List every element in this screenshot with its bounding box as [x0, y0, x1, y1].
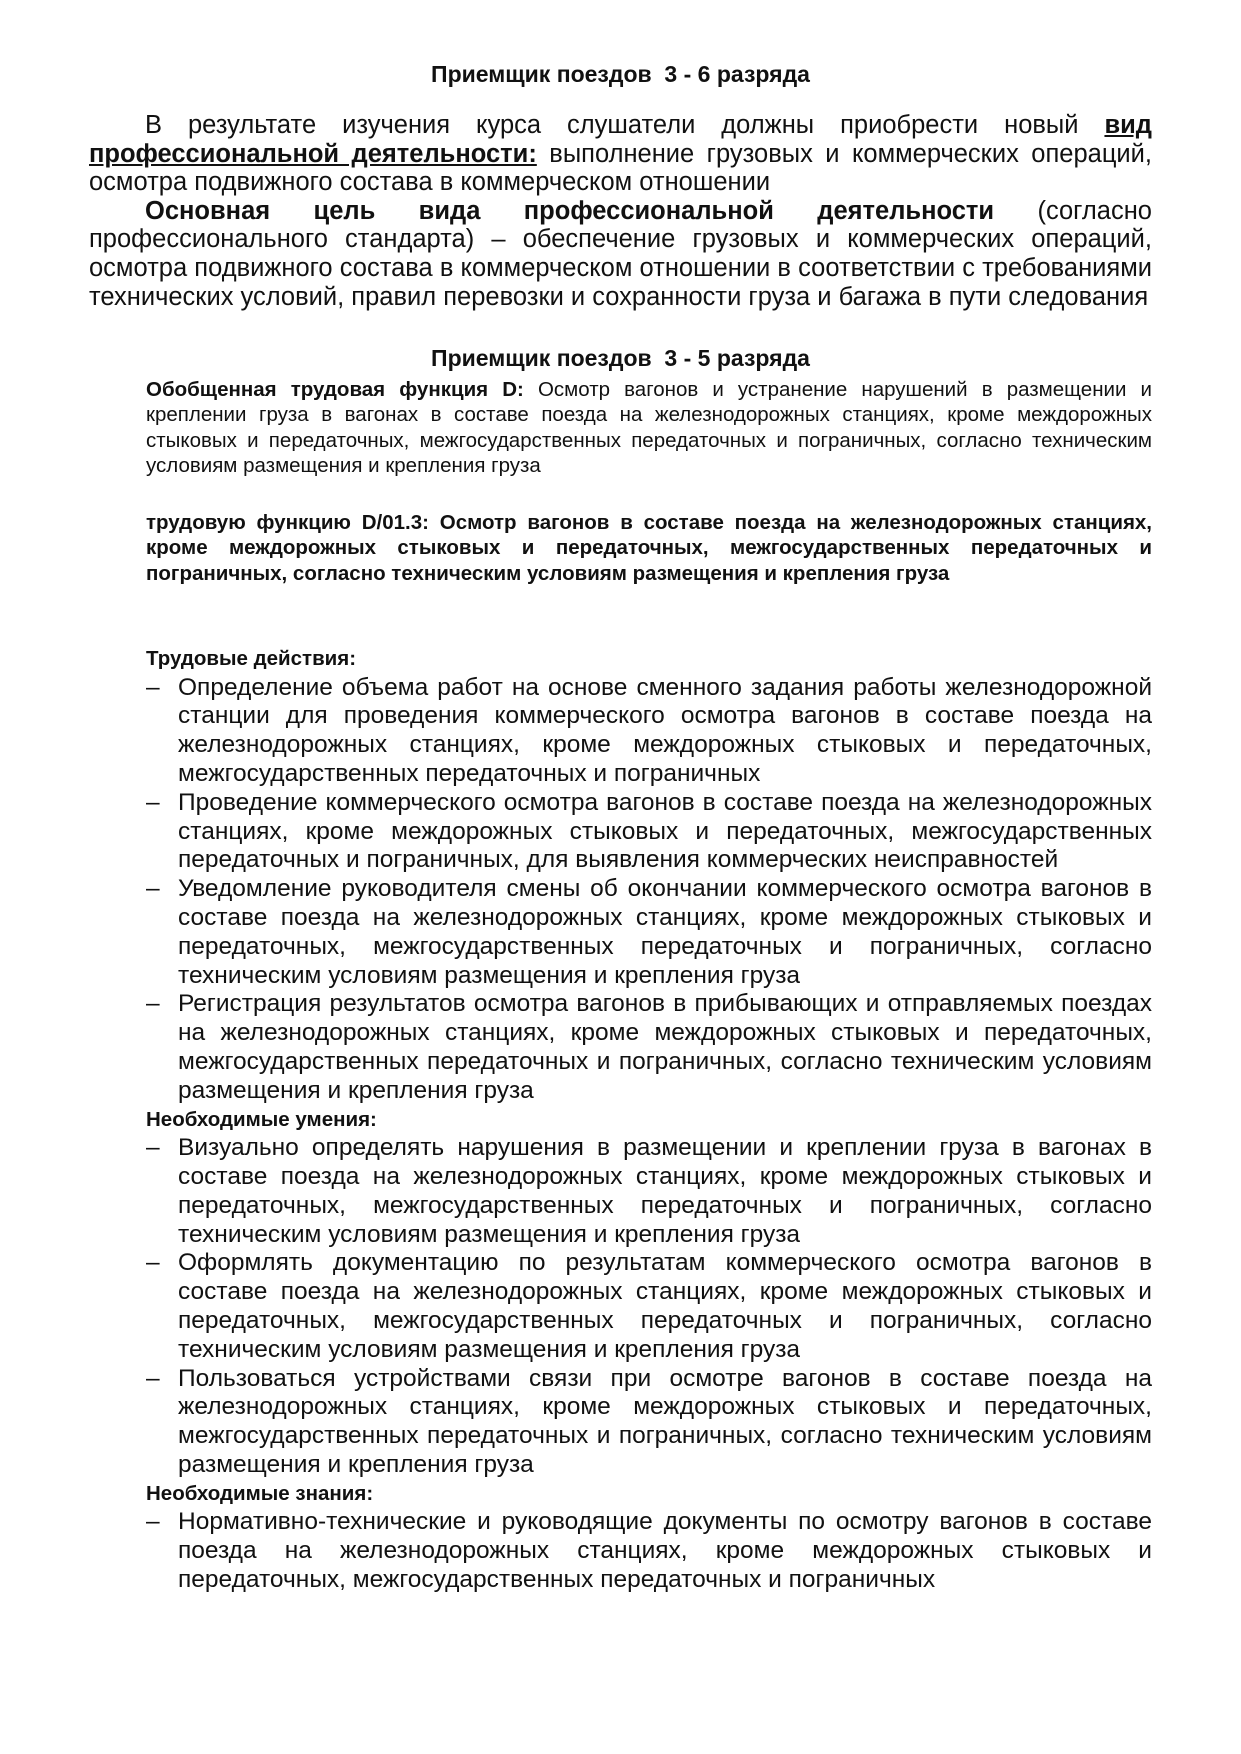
generalized-function-label: Обобщенная трудовая функция D: — [146, 378, 524, 401]
main-goal-label: Основная цель вида профессиональной деятельности — [145, 196, 995, 225]
generalized-function — [146, 377, 1152, 478]
skills-list — [146, 1134, 1152, 1480]
dash-bullet-icon: – — [146, 673, 160, 701]
list-item: – Регистрация результатов осмотра вагонов в прибывающих и отправляемых поездах на железнодорожных станциях, кроме междорожных стыковых и передаточных, межгосударственных передаточных и пограничных, согласно техническим условиям размещения и крепления груза — [146, 990, 1152, 1104]
dash-bullet-icon: – — [146, 1249, 160, 1277]
list-item: – Определение объема работ на основе сменного задания работы железнодорожной станции для проведения коммерческого осмотра вагонов в составе поезда на железнодорожных станциях, кроме междорожных стыковых и передаточных, межгосударственных передаточных и пограничных — [146, 673, 1152, 787]
intro-paragraph-2 — [89, 197, 1152, 311]
list-item: – Нормативно-технические и руководящие документы по осмотру вагонов в составе поезда на железнодорожных станциях, кроме междорожных стыковых и передаточных, межгосударственных передаточных и пограничных — [146, 1508, 1152, 1593]
skills-heading: Необходимые умения: — [146, 1107, 377, 1131]
dash-bullet-icon: – — [146, 1134, 160, 1162]
generalized-function-paragraph — [146, 377, 1152, 478]
labor-function — [146, 510, 1152, 586]
dash-bullet-icon: – — [146, 1508, 160, 1536]
list-item: – Оформлять документацию по результатам коммерческого осмотра вагонов в составе поезда на железнодорожных станциях, кроме междорожных стыковых и передаточных, межгосударственных передаточных и пограничных, согласно техническим условиям размещения и крепления груза — [146, 1249, 1152, 1363]
generalized-function-text: Осмотр вагонов и устранение нарушений в размещении и креплении груза в вагонах в составе поезда на железнодорожных станциях, кроме междорожных стыковых и передаточных, межгосударственных передаточных и пограничных, согласно техническим условиям размещения и крепления груза — [146, 378, 1152, 477]
knowledge-heading: Необходимые знания: — [146, 1481, 374, 1505]
list-item: – Проведение коммерческого осмотра вагонов в составе поезда на железнодорожных станциях, кроме междорожных стыковых и передаточных, межгосударственных передаточных и пограничных, для выявления коммерческих неисправностей — [146, 788, 1152, 874]
labor-function-text: трудовую функцию D/01.3: Осмотр вагонов в составе поезда на железнодорожных станциях, кроме междорожных стыковых и передаточных, межгосударственных передаточных и пограничных, согласно техническим условиям размещения и крепления груза — [146, 511, 1152, 585]
list-item: – Уведомление руководителя смены об окончании коммерческого осмотра вагонов в составе поезда на железнодорожных станциях, кроме междорожных стыковых и передаточных, межгосударственных передаточных и пограничных, согласно техническим условиям размещения и крепления груза — [146, 875, 1152, 989]
dash-bullet-icon: – — [146, 875, 160, 903]
intro-section — [89, 111, 1152, 311]
activity-type-text: выполнение грузовых и коммерческих операций, осмотра подвижного состава в коммерческом отношении — [89, 139, 1152, 197]
actions-heading: Трудовые действия: — [146, 647, 357, 670]
intro-lead-text: В результате изучения курса слушатели должны приобрести новый — [145, 111, 1105, 139]
intro-paragraph-1 — [89, 111, 1152, 197]
dash-bullet-icon: – — [146, 788, 160, 816]
requirements-section — [146, 645, 1152, 1595]
list-item: – Визуально определять нарушения в размещении и креплении груза в вагонах в составе поезда на железнодорожных станциях, кроме междорожных стыковых и передаточных, межгосударственных передаточных и пограничных, согласно техническим условиям размещения и крепления груза — [146, 1134, 1152, 1248]
dash-bullet-icon: – — [146, 1364, 160, 1392]
dash-bullet-icon: – — [146, 990, 160, 1018]
knowledge-list — [146, 1508, 1152, 1594]
main-goal-text: (согласно профессионального стандарта) – обеспечение грузовых и коммерческих операций, осмотра подвижного состава в коммерческом отношении в соответствии с требованиями технических условий, правил перевозки и сохранности груза и багажа в пути следования — [89, 196, 1152, 311]
title-grades-3-6: Приемщик поездов 3 - 6 разряда — [431, 61, 810, 87]
activity-type-label: вид профессиональной деятельности: — [89, 111, 1152, 168]
actions-list — [146, 674, 1152, 1106]
list-item: – Пользоваться устройствами связи при осмотре вагонов в составе поезда на железнодорожных станциях, кроме междорожных стыковых и передаточных, межгосударственных передаточных и пограничных, согласно техническим условиям размещения и крепления груза — [146, 1364, 1152, 1478]
title-grades-3-5: Приемщик поездов 3 - 5 разряда — [431, 345, 810, 371]
